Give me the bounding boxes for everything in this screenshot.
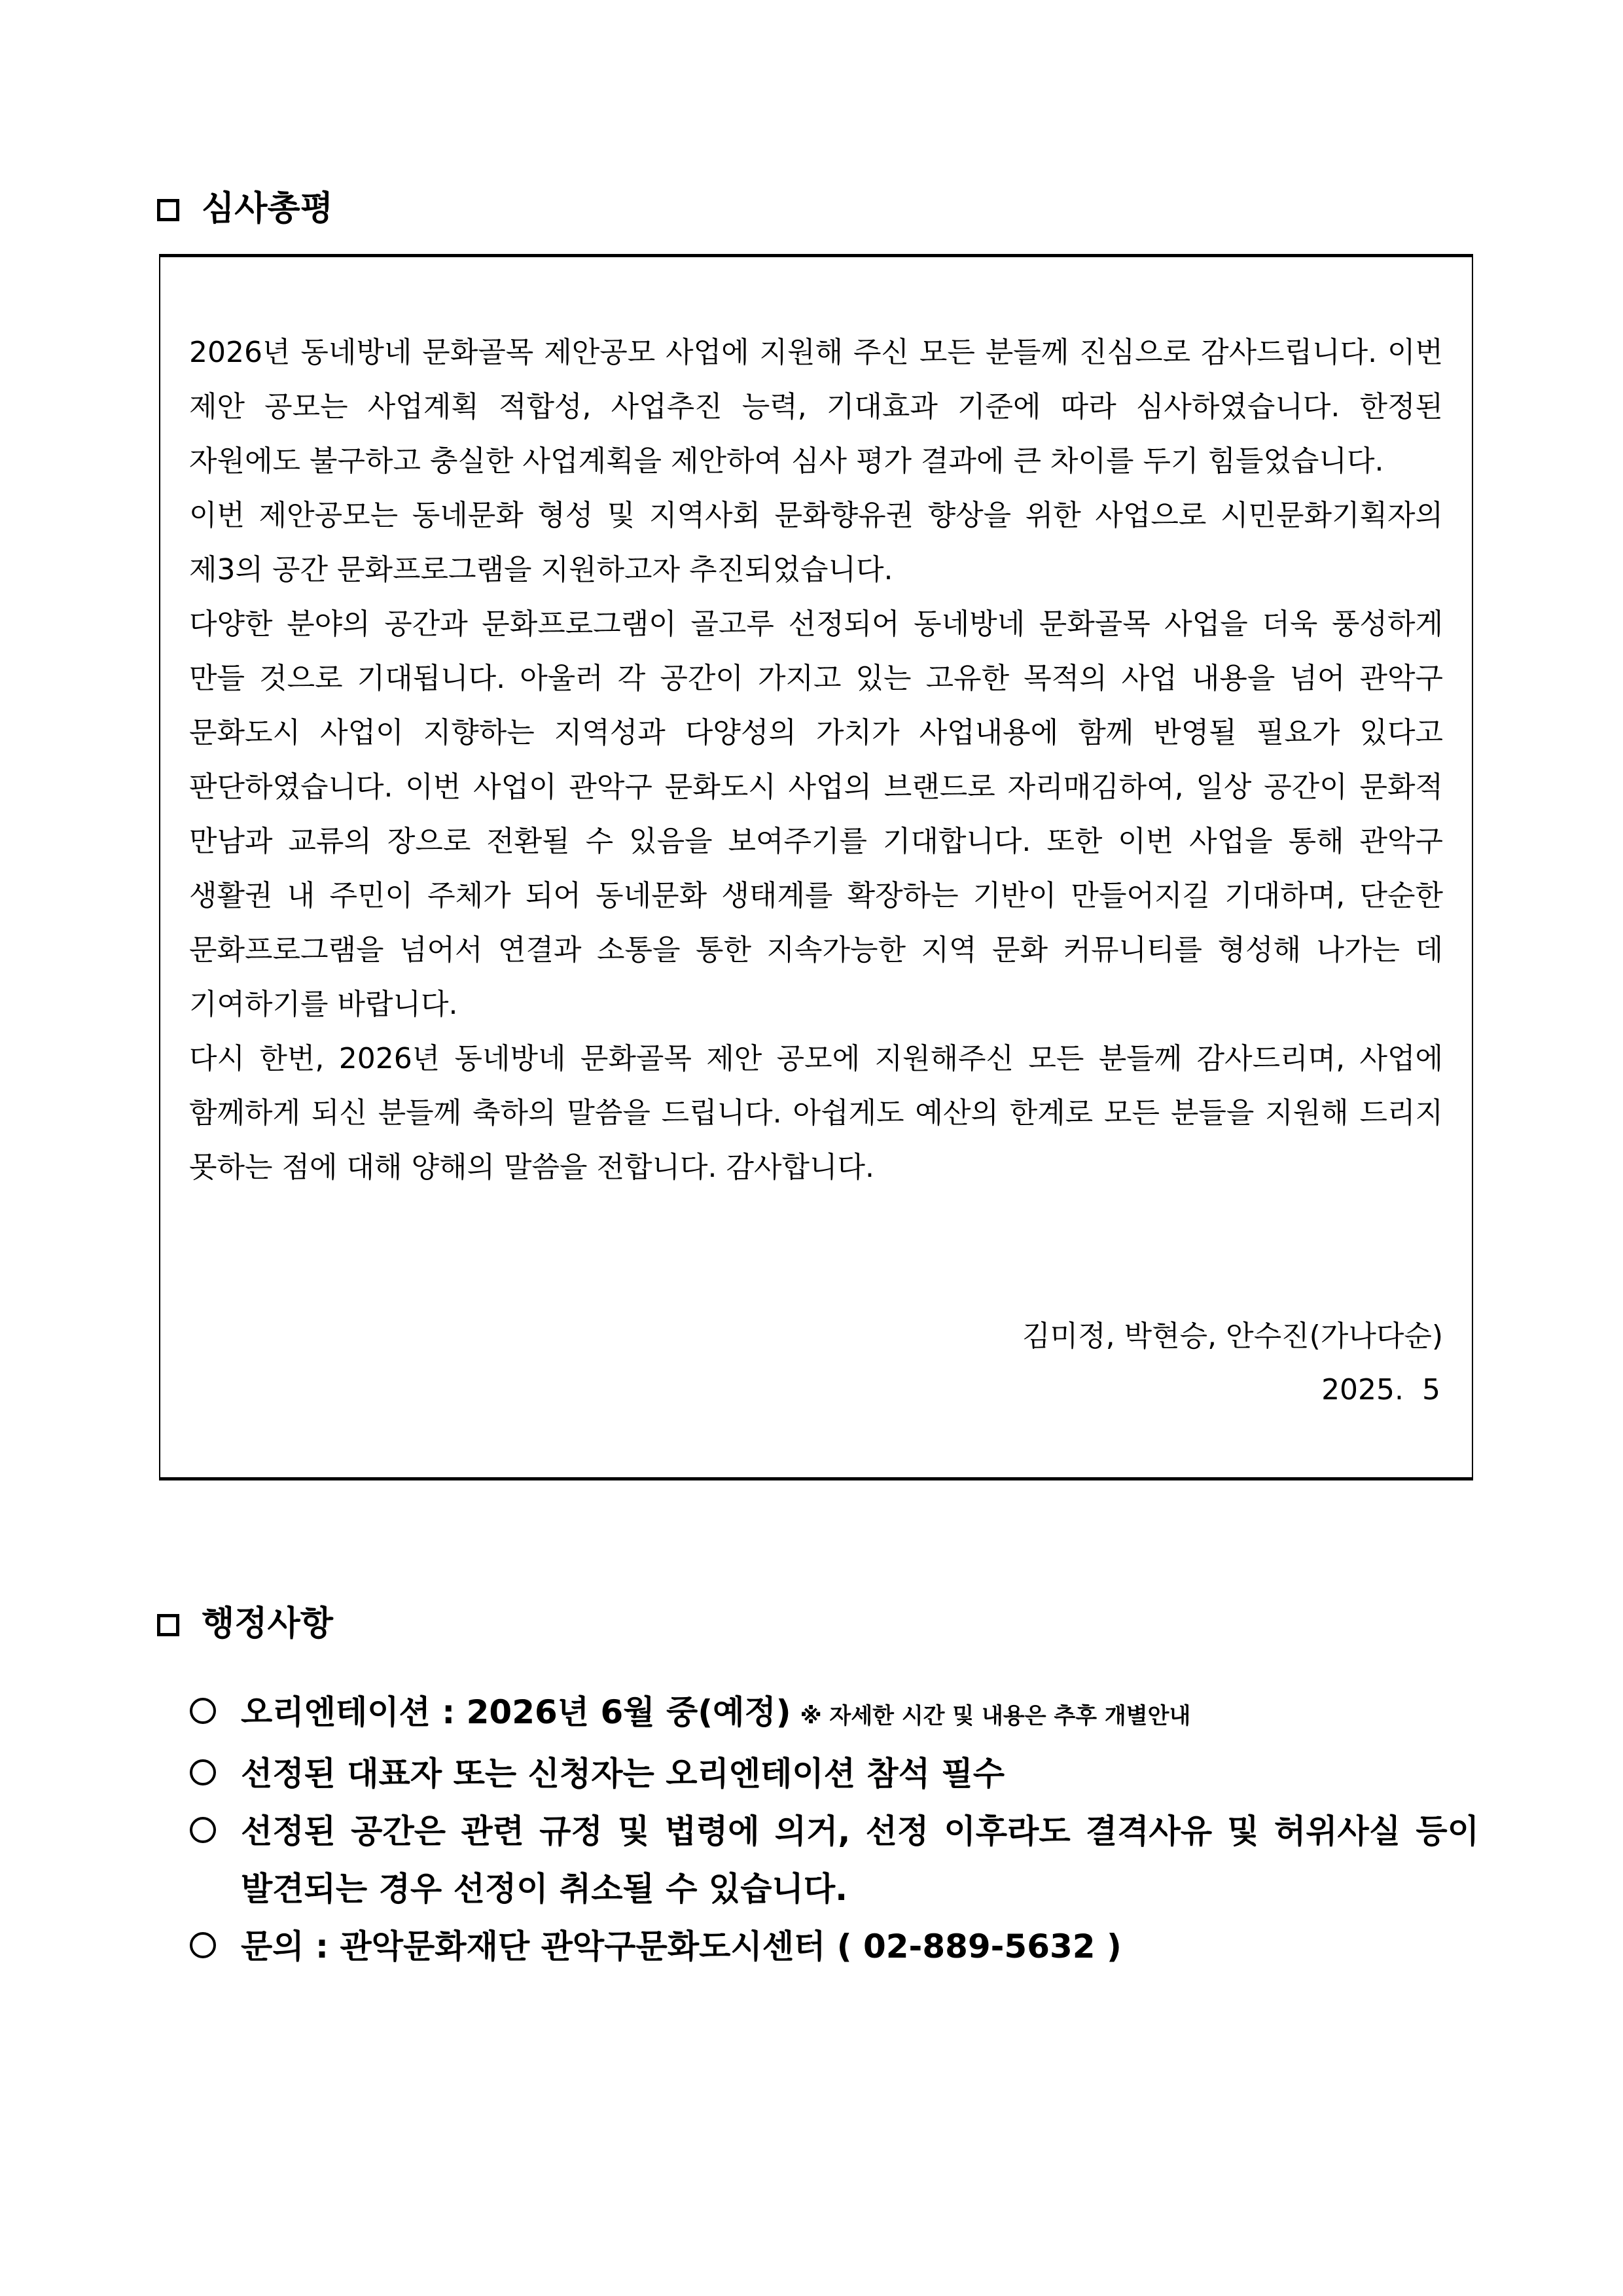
reviewer-names: 김미정, 박현승, 안수진(가나다순) <box>1022 1319 1443 1353</box>
admin-item-contact <box>190 1918 1479 1975</box>
review-heading-text: 심사총평 <box>202 189 333 228</box>
admin-item-attendance <box>190 1745 1479 1803</box>
circle-bullet-icon <box>190 1817 216 1843</box>
admin-item-cancellation <box>190 1803 1479 1918</box>
admin-item-text: 선정된 대표자 또는 신청자는 오리엔테이션 참석 필수 <box>241 1755 1005 1793</box>
admin-item-orientation <box>190 1683 1479 1745</box>
review-paragraph-2: 이번 제안공모는 동네문화 형성 및 지역사회 문화향유권 향상을 위한 사업으로 시민문화기획자의 제3의 공간 문화프로그램을 지원하고자 추진되었습니다. <box>189 499 1443 586</box>
admin-item-text: 오리엔테이션 : 2026년 6월 중(예정) <box>241 1693 791 1731</box>
review-section-heading <box>157 186 333 232</box>
admin-section-heading <box>157 1601 333 1647</box>
circle-bullet-icon <box>190 1759 216 1785</box>
signature-block <box>1022 1310 1443 1417</box>
review-paragraph-4: 다시 한번, 2026년 동네방네 문화골목 제안 공모에 지원해주신 모든 분들께 감사드리며, 사업에 함께하게 되신 분들께 축하의 말씀을 드립니다. 아쉽게도 예산의 한계로 모든 분들을 지원해 드리지 못하는 점에 대해 양해의 말씀을 전합니다. 감사합니다. <box>189 1042 1443 1184</box>
review-box <box>159 254 1473 1480</box>
review-body <box>189 325 1443 1194</box>
checkbox-square-icon <box>157 1614 179 1636</box>
admin-item-text: 선정된 공간은 관련 규정 및 법령에 의거, 선정 이후라도 결격사유 및 허위사실 등이 발견되는 경우 선정이 취소될 수 있습니다. <box>241 1812 1479 1908</box>
admin-item-note: ※ 자세한 시간 및 내용은 추후 개별안내 <box>800 1703 1191 1729</box>
review-date: 2025. 5 <box>1321 1373 1440 1407</box>
admin-item-text: 문의 : 관악문화재단 관악구문화도시센터 ( 02-889-5632 ) <box>241 1928 1122 1965</box>
circle-bullet-icon <box>190 1932 216 1958</box>
admin-list <box>190 1683 1479 1975</box>
admin-heading-text: 행정사항 <box>202 1604 333 1643</box>
review-paragraph-1: 2026년 동네방네 문화골목 제안공모 사업에 지원해 주신 모든 분들께 진심으로 감사드립니다. 이번 제안 공모는 사업계획 적합성, 사업추진 능력, 기대효과 기준에 따라 심사하였습니다. 한정된 자원에도 불구하고 충실한 사업계획을 제안하여 심사 평가 결과에 큰 차이를 두기 힘들었습니다. <box>189 336 1443 478</box>
review-paragraph-3: 다양한 분야의 공간과 문화프로그램이 골고루 선정되어 동네방네 문화골목 사업을 더욱 풍성하게 만들 것으로 기대됩니다. 아울러 각 공간이 가지고 있는 고유한 목적의 사업 내용을 넘어 관악구 문화도시 사업이 지향하는 지역성과 다양성의 가치가 사업내용에 함께 반영될 필요가 있다고 판단하였습니다. 이번 사업이 관악구 문화도시 사업의 브랜드로 자리매김하여, 일상 공간이 문화적 만남과 교류의 장으로 전환될 수 있음을 보여주기를 기대합니다. 또한 이번 사업을 통해 관악구 생활권 내 주민이 주체가 되어 동네문화 생태계를 확장하는 기반이 만들어지길 기대하며, 단순한 문화프로그램을 넘어서 연결과 소통을 통한 지속가능한 지역 문화 커뮤니티를 형성해 나가는 데 기여하기를 바랍니다. <box>189 607 1443 1021</box>
checkbox-square-icon <box>157 199 179 221</box>
circle-bullet-icon <box>190 1698 216 1724</box>
